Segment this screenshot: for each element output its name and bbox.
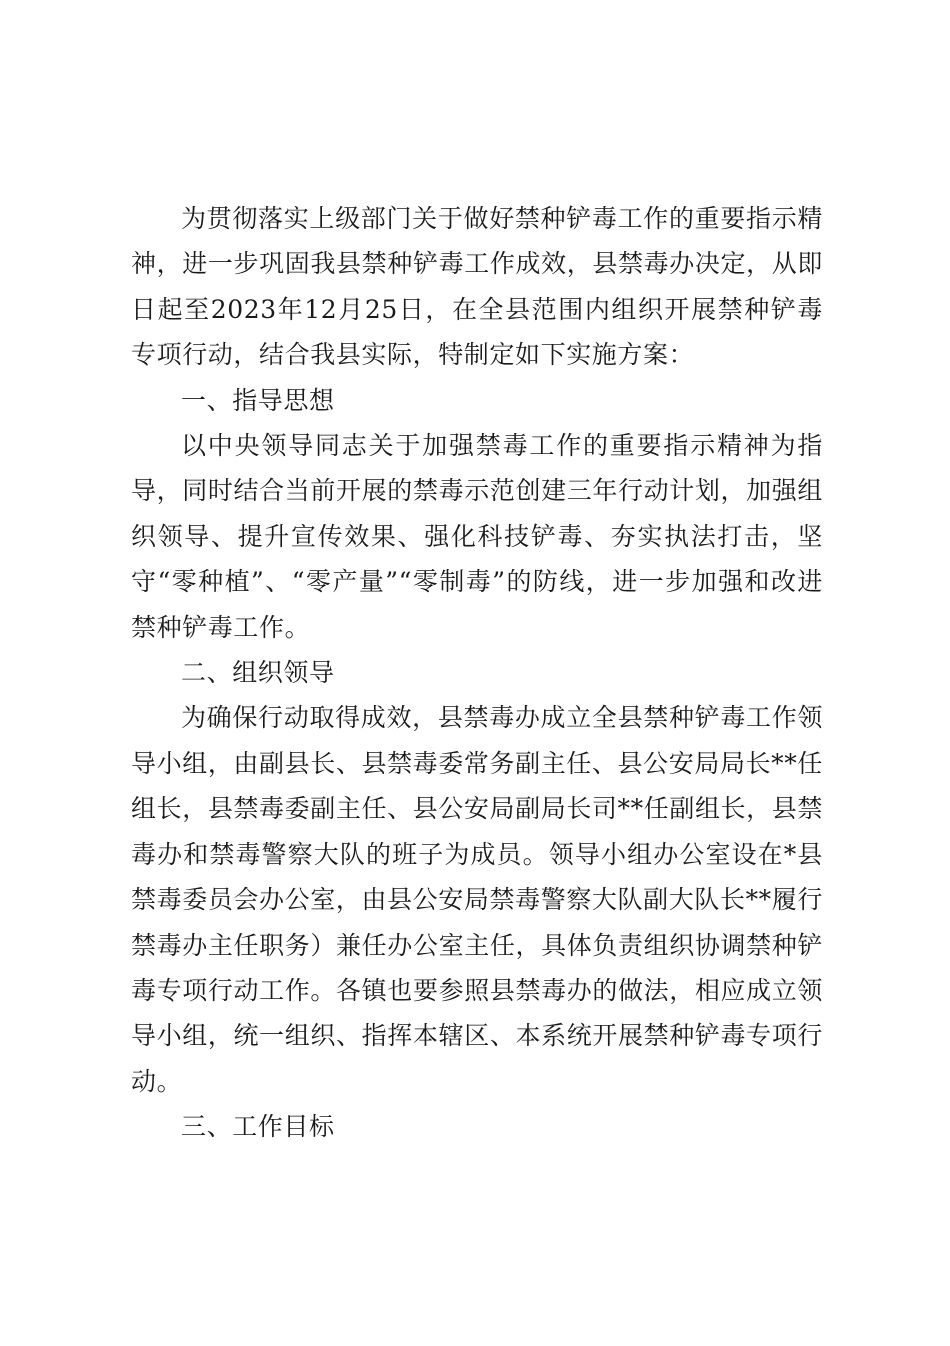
document-body — [131, 196, 823, 1150]
paragraph-organization: 为确保行动取得成效，县禁毒办成立全县禁种铲毒工作领导小组，由副县长、县禁毒委常务副主任、县公安局局长**任组长，县禁毒委副主任、县公安局副局长司**任副组长，县禁毒办和禁毒警察大队的班子为成员。领导小组办公室设在*县禁毒委员会办公室，由县公安局禁毒警察大队副大队长**履行禁毒办主任职务）兼任办公室主任，具体负责组织协调禁种铲毒专项行动工作。各镇也要参照县禁毒办的做法，相应成立领导小组，统一组织、指挥本辖区、本系统开展禁种铲毒专项行动。 — [131, 703, 823, 1096]
section-heading-work-goals: 三、工作目标 — [181, 1112, 335, 1142]
section-heading-guiding-ideology: 一、指导思想 — [181, 385, 335, 415]
section-heading-organization: 二、组织领导 — [181, 658, 335, 688]
paragraph-intro: 为贯彻落实上级部门关于做好禁种铲毒工作的重要指示精神，进一步巩固我县禁种铲毒工作成效，县禁毒办决定，从即日起至2023年12月25日，在全县范围内组织开展禁种铲毒专项行动，结合我县实际，特制定如下实施方案： — [131, 204, 823, 370]
paragraph-guiding-ideology: 以中央领导同志关于加强禁毒工作的重要指示精神为指导，同时结合当前开展的禁毒示范创建三年行动计划，加强组织领导、提升宣传效果、强化科技铲毒、夯实执法打击，坚守“零种植”、“零产量”“零制毒”的防线，进一步加强和改进禁种铲毒工作。 — [131, 431, 823, 642]
